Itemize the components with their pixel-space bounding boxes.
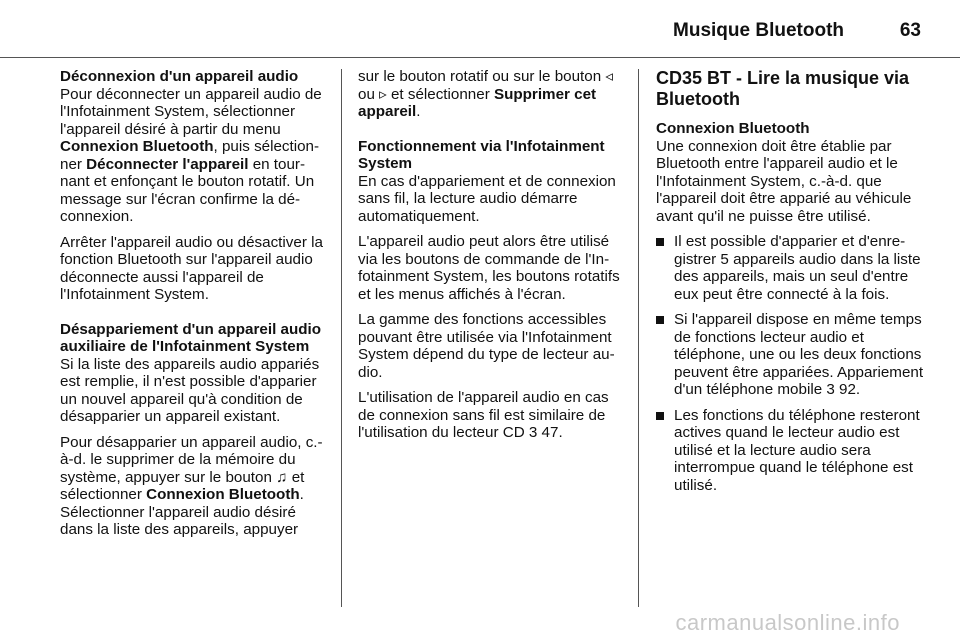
- right-arrow-icon: ▹: [379, 85, 387, 103]
- menu-ref-bluetooth-connection: Connexion Bluetooth: [60, 138, 214, 155]
- list-item: Si l'appareil dispose en même temps de fonctions lecteur audio et téléphone, une ou les deux fonctions peuvent être appariées. Appariement d'un téléphone mobile 3 92.: [656, 311, 924, 399]
- section-title: Musique Bluetooth: [673, 20, 844, 41]
- heading-bluetooth-connection: Connexion Bluetooth: [656, 120, 810, 137]
- page-reference: 3 47: [528, 424, 559, 441]
- paragraph-connection-required: Une connexion doit être établie par Bluetooth entre l'appareil audio et le l'Infotainment System, c.-à-d. que l'appareil doit être apparié au véhicule avant qu'il ne puisse être utilisé.: [656, 137, 912, 225]
- left-arrow-icon: ◃: [605, 68, 614, 85]
- page-number: 63: [899, 20, 921, 41]
- column-2: [358, 68, 624, 450]
- music-settings-icon: ♫: [276, 468, 288, 486]
- paragraph-stop-device: Arrêter l'appareil audio ou désactiver la fonction Bluetooth sur l'appareil audio déconnecte aussi l'appareil de l'Infotainment System.: [60, 233, 323, 303]
- paragraph-unpair-steps: Pour désapparier un appareil audio, c.-à-d. le supprimer de la mémoire du système, appuyer sur le bouton ♫ et sélectionner Connexion Bluetooth. Sélectionner l'appareil audio désiré dans la liste des appareils, appuyer: [60, 433, 323, 538]
- bullet-square-icon: [656, 238, 664, 246]
- column-3: [656, 68, 924, 502]
- header-rule: [0, 57, 960, 58]
- paragraph-disconnect: Pour déconnecter un appareil audio de l'Infotainment System, sélectionner l'appareil désiré à partir du menu Connexion Bluetooth, puis sélectionner Déconnecter l'appareil en tournant et enfonçant le bouton rotatif. Un message sur l'écran confirme la déconnexion.: [60, 85, 322, 225]
- page-header: [0, 20, 960, 44]
- bullet-square-icon: [656, 412, 664, 420]
- chapter-title: CD35 BT - Lire la musique via Bluetooth: [656, 68, 910, 109]
- menu-ref-bluetooth-connection-2: Connexion Bluetooth: [146, 486, 300, 503]
- paragraph-delete-device: sur le bouton rotatif ou sur le bouton ◃ ou ▹ et sélectionner Supprimer cet appareil.: [358, 68, 614, 120]
- menu-ref-disconnect-device: Déconnecter l'appareil: [86, 155, 249, 173]
- list-item: Les fonctions du téléphone resteront actives quand le lecteur audio est utilisé et la lecture audio sera interrompue quand le téléphone est utilisé.: [656, 407, 924, 495]
- column-divider-1: [341, 69, 342, 607]
- menu-ref-delete-device: Supprimer cet appareil: [358, 85, 597, 120]
- heading-operation: Fonctionnement via l'Infotainment System: [358, 137, 605, 172]
- paragraph-list-full: Si la liste des appareils audio appariés est remplie, il n'est possible d'apparier un nouvel appareil qu'à condition de désapparier un appareil existant.: [60, 355, 320, 425]
- watermark: carmanualsonline.info: [675, 610, 900, 635]
- bullet-list: [656, 233, 924, 494]
- list-item: Il est possible d'apparier et d'enregistrer 5 appareils audio dans la liste des appareils, mais un seul d'entre eux peut être connecté à la fois.: [656, 233, 924, 303]
- column-1: [60, 68, 328, 547]
- heading-disconnect: Déconnexion d'un appareil audio: [60, 68, 299, 85]
- paragraph-cd-similar: L'utilisation de l'appareil audio en cas de connexion sans fil est similaire de l'utilisation du lecteur CD 3 47.: [358, 389, 609, 441]
- column-divider-2: [638, 69, 639, 607]
- paragraph-functions-range: La gamme des fonctions accessibles pouvant être utilisée via l'Infotainment System dépend du type de lecteur audio.: [358, 311, 615, 381]
- paragraph-auto-play: En cas d'appariement et de connexion sans fil, la lecture audio démarre automatiquement.: [358, 172, 616, 225]
- heading-unpair: Désappariement d'un appareil audio auxiliaire de l'Infotainment System: [60, 320, 322, 355]
- bullet-square-icon: [656, 316, 664, 324]
- paragraph-controls: L'appareil audio peut alors être utilisé via les boutons de commande de l'Infotainment System, les boutons rotatifs et les menus affichés à l'écran.: [358, 233, 620, 303]
